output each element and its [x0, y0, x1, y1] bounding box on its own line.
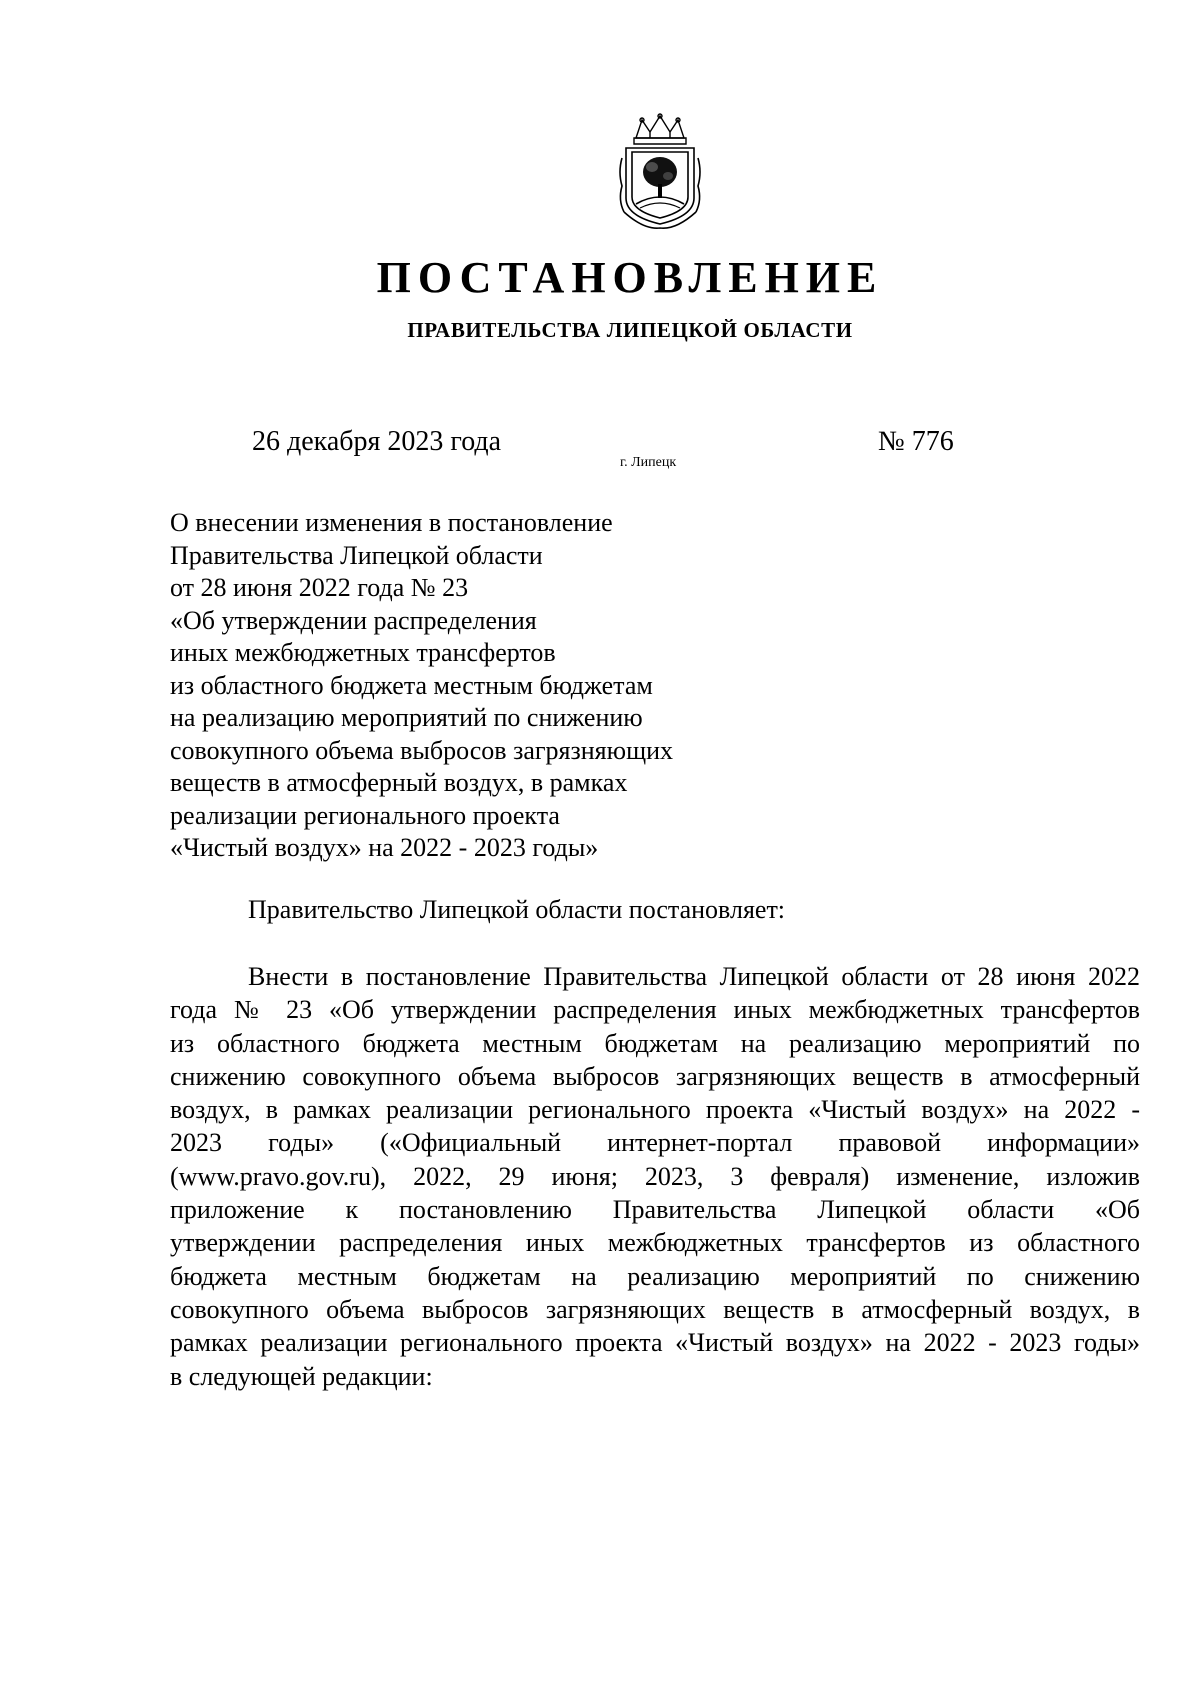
document-subtitle: ПРАВИТЕЛЬСТВА ЛИПЕЦКОЙ ОБЛАСТИ: [407, 318, 853, 342]
body-line: года № 23 «Об утверждении распределения иных межбюджетных трансфертов: [170, 995, 1140, 1025]
document-heading: [170, 507, 790, 865]
document-title: ПОСТАНОВЛЕНИЕ: [376, 253, 884, 302]
body-line: бюджета местным бюджетам на реализацию мероприятий по снижению: [170, 1261, 1140, 1291]
body-line: в следующей редакции:: [170, 1361, 433, 1391]
heading-line: О внесении изменения в постановление: [170, 508, 613, 537]
heading-line: веществ в атмосферный воздух, в рамках: [170, 768, 628, 797]
heading-line: от 28 июня 2022 года № 23: [170, 573, 469, 602]
body-line: утверждении распределения иных межбюджетных трансфертов из областного: [170, 1228, 1140, 1258]
body-line: Внести в постановление Правительства Липецкой области от 28 июня 2022: [248, 962, 1140, 991]
document-city: г. Липецк: [620, 455, 677, 470]
heading-line: из областного бюджета местным бюджетам: [170, 670, 653, 700]
heading-line: реализации регионального проекта: [170, 800, 560, 830]
heading-line: «Чистый воздух» на 2022 - 2023 годы»: [170, 833, 599, 862]
heading-line: Правительства Липецкой области: [170, 540, 543, 570]
heading-line: совокупного объема выбросов загрязняющих: [170, 735, 674, 765]
body-line: 2023 годы» («Официальный интернет-портал правовой информации»: [170, 1128, 1140, 1158]
body-line: (www.pravo.gov.ru), 2022, 29 июня; 2023, 3 февраля) изменение, изложив: [170, 1161, 1140, 1191]
body-line: воздух, в рамках реализации регионального проекта «Чистый воздух» на 2022 -: [170, 1095, 1140, 1125]
resolution-statement: Правительство Липецкой области постановляет:: [248, 895, 786, 924]
body-line: совокупного объема выбросов загрязняющих веществ в атмосферный воздух, в: [170, 1294, 1140, 1324]
body-paragraph: [170, 960, 1140, 1393]
body-line: рамках реализации регионального проекта «Чистый воздух» на 2022 - 2023 годы»: [170, 1328, 1140, 1358]
heading-line: иных межбюджетных трансфертов: [170, 638, 556, 667]
document-date: 26 декабря 2023 года: [252, 426, 502, 457]
heading-line: на реализацию мероприятий по снижению: [170, 703, 643, 732]
body-line: из областного бюджета местным бюджетам на реализацию мероприятий по: [170, 1028, 1140, 1058]
body-line: снижению совокупного объема выбросов загрязняющих веществ в атмосферный: [170, 1061, 1140, 1091]
document-number: № 776: [878, 426, 954, 457]
body-line: приложение к постановлению Правительства Липецкой области «Об: [170, 1195, 1140, 1225]
heading-line: «Об утверждении распределения: [170, 605, 537, 635]
coat-of-arms-icon: [614, 112, 706, 232]
